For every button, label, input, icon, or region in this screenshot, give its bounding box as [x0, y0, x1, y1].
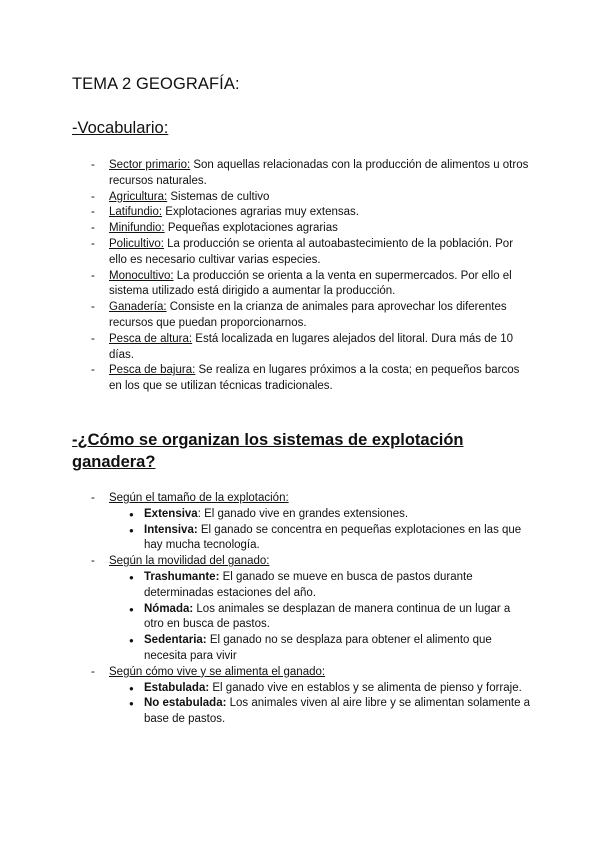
- type-definition: El ganado no se desplaza para obtener el alimento que necesita para vivir: [144, 634, 492, 662]
- list-item: [72, 554, 532, 665]
- list-item: [72, 332, 532, 364]
- type-term: Estabulada:: [144, 681, 210, 694]
- list-item: [72, 363, 532, 395]
- sub-list: [109, 681, 532, 728]
- list-item: [72, 491, 532, 554]
- vocab-definition: La producción se orienta a la venta en supermercados. Por ello el sistema utilizado está dirigido a aumentar la producción.: [109, 269, 512, 298]
- list-item: [109, 507, 532, 523]
- group-label: Según la movilidad del ganado:: [109, 555, 270, 568]
- group-label: Según el tamaño de la explotación:: [109, 492, 289, 504]
- vocab-definition: Sistemas de cultivo: [167, 190, 270, 203]
- list-item: [72, 237, 532, 269]
- list-item: [72, 205, 532, 221]
- list-item: [109, 602, 532, 634]
- vocab-definition: Está localizada en lugares alejados del litoral. Dura más de 10 días.: [109, 332, 514, 361]
- vocab-term: Latifundio:: [109, 206, 163, 219]
- type-definition: El ganado vive en establos y se alimenta de pienso y forraje.: [209, 681, 522, 694]
- vocab-definition: La producción se orienta al autoabastecimiento de la población. Por ello es necesario cultivar varias especies.: [109, 237, 514, 266]
- page-title: TEMA 2 GEOGRAFÍA:: [72, 75, 240, 93]
- list-item: [72, 300, 532, 332]
- sub-list: [109, 570, 532, 665]
- list-item: [72, 190, 532, 206]
- vocabulary-heading: -Vocabulario:: [72, 119, 169, 137]
- livestock-systems-heading: -¿Cómo se organizan los sistemas de explotación ganadera?: [72, 431, 464, 471]
- type-term: Extensiva: [144, 507, 198, 520]
- type-term: No estabulada:: [144, 697, 227, 710]
- list-item: [72, 665, 532, 728]
- type-term: Trashumante:: [144, 570, 220, 583]
- list-item: [72, 269, 532, 301]
- vocab-definition: Se realiza en lugares próximos a la costa; en pequeños barcos en los que se utilizan técnicas tradicionales.: [109, 364, 520, 393]
- vocab-term: Agricultura:: [109, 190, 168, 203]
- vocab-term: Monocultivo:: [109, 269, 174, 282]
- vocab-term: Minifundio:: [109, 222, 165, 235]
- list-item: [109, 633, 532, 665]
- vocab-definition: Explotaciones agrarias muy extensas.: [162, 206, 359, 219]
- type-definition: El ganado se concentra en pequeñas explotaciones en las que hay mucha tecnología.: [144, 523, 522, 552]
- sub-list: [109, 507, 532, 554]
- vocab-definition: Son aquellas relacionadas con la producción de alimentos u otros recursos naturales.: [109, 159, 529, 187]
- group-label: Según cómo vive y se alimenta el ganado:: [109, 665, 326, 678]
- list-item: [109, 681, 532, 697]
- list-item: [72, 158, 532, 190]
- vocab-term: Ganadería:: [109, 301, 167, 314]
- list-item: [109, 570, 532, 602]
- list-item: [109, 523, 532, 555]
- vocabulary-list: [72, 158, 532, 395]
- vocab-term: Pesca de altura:: [109, 332, 193, 345]
- list-item: [72, 221, 532, 237]
- vocab-term: Pesca de bajura:: [109, 364, 196, 377]
- vocab-definition: Consiste en la crianza de animales para aprovechar los diferentes recursos que puedan proporcionarnos.: [109, 301, 507, 329]
- type-term: Sedentaria:: [144, 634, 207, 647]
- type-definition: Los animales viven al aire libre y se alimentan solamente a base de pastos.: [144, 697, 531, 726]
- vocab-definition: Pequeñas explotaciones agrarias: [164, 222, 338, 235]
- vocab-term: Sector primario:: [109, 159, 191, 171]
- livestock-groups-list: [72, 491, 532, 728]
- type-term: Nómada:: [144, 602, 194, 615]
- type-term: Intensiva:: [144, 523, 198, 536]
- type-definition: : El ganado vive en grandes extensiones.: [197, 507, 409, 520]
- type-definition: El ganado se mueve en busca de pastos durante determinadas estaciones del año.: [144, 570, 473, 599]
- list-item: [109, 696, 532, 728]
- vocab-term: Policultivo:: [109, 237, 164, 250]
- type-definition: Los animales se desplazan de manera continua de un lugar a otro en busca de pastos.: [144, 602, 511, 631]
